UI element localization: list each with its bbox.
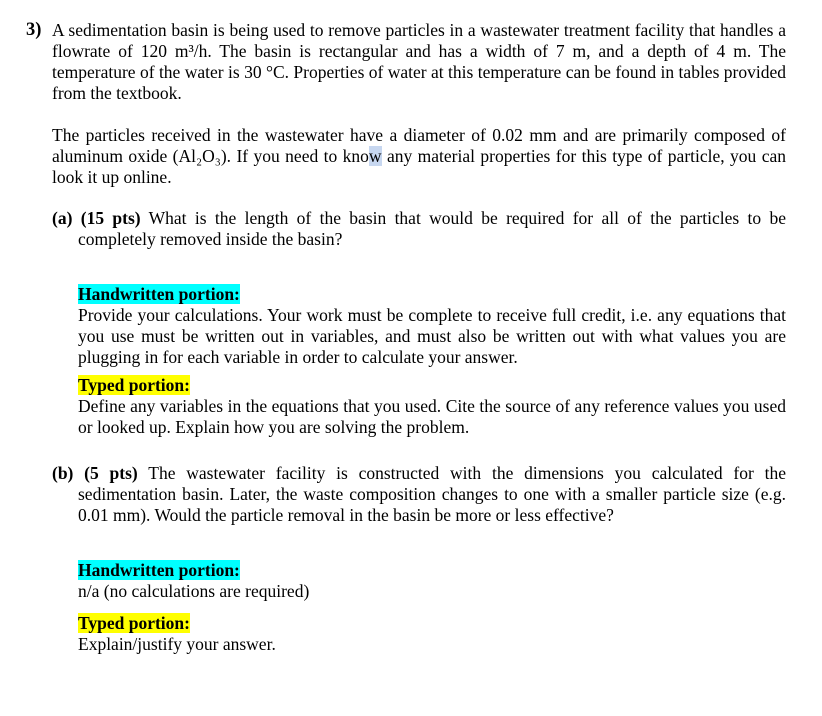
intro-paragraph-2-text-a: The particles received in the wastewater have a diameter of 0.02 mm and are primarily composed of aluminum oxide (Al₂O₃). If you need to kno — [52, 125, 786, 166]
question-body — [52, 20, 786, 655]
part-b-label: (b) (5 pts) — [52, 463, 138, 483]
selection-highlight: w — [368, 146, 382, 166]
part-b-text: The wastewater facility is constructed with the dimensions you calculated for the sedimentation basin. Later, the waste composition changes to one with a smaller particle size (e.g. 0.01 mm). Would the particle removal in the basin be more or less effective? — [78, 463, 786, 525]
part-a-typed-section — [78, 374, 786, 438]
part-a-handwritten-label: Handwritten portion: — [78, 284, 240, 304]
part-b-handwritten-section — [78, 559, 786, 602]
part-b-typed-label: Typed portion: — [78, 613, 190, 633]
part-a-text: What is the length of the basin that would be required for all of the particles to be completely removed inside the basin? — [78, 208, 786, 249]
question-number: 3) — [26, 20, 42, 40]
intro-paragraph-2-text-b: any material properties for this type of particle, you can look it up online. — [52, 146, 786, 187]
part-a-typed-text: Define any variables in the equations that you used. Cite the source of any reference values you used or looked up. Explain how you are solving the problem. — [78, 396, 786, 437]
part-a-handwritten-section — [78, 283, 786, 368]
part-a-label: (a) (15 pts) — [52, 208, 141, 228]
part-b-typed-text: Explain/justify your answer. — [78, 634, 276, 654]
intro-paragraph-1: A sedimentation basin is being used to remove particles in a wastewater treatment facility that handles a flowrate of 120 m³/h. The basin is rectangular and has a width of 7 m, and a depth of 4 m. The temperature of the water is 30 °C. Properties of water at this temperature can be found in tables provided from the textbook. — [52, 20, 786, 103]
part-a-typed-label: Typed portion: — [78, 375, 190, 395]
part-a-handwritten-text: Provide your calculations. Your work must be complete to receive full credit, i.e. any equations that you use must be written out in variables, and must also be written out with what values you are plugging in for each variable in order to calculate your answer. — [78, 305, 786, 367]
question-3 — [26, 14, 786, 655]
part-b-handwritten-text: n/a (no calculations are required) — [78, 581, 310, 601]
part-b — [52, 463, 786, 526]
part-a — [52, 208, 786, 250]
part-b-typed-section — [78, 612, 786, 655]
part-b-handwritten-label: Handwritten portion: — [78, 560, 240, 580]
intro-paragraph-2 — [52, 125, 786, 188]
